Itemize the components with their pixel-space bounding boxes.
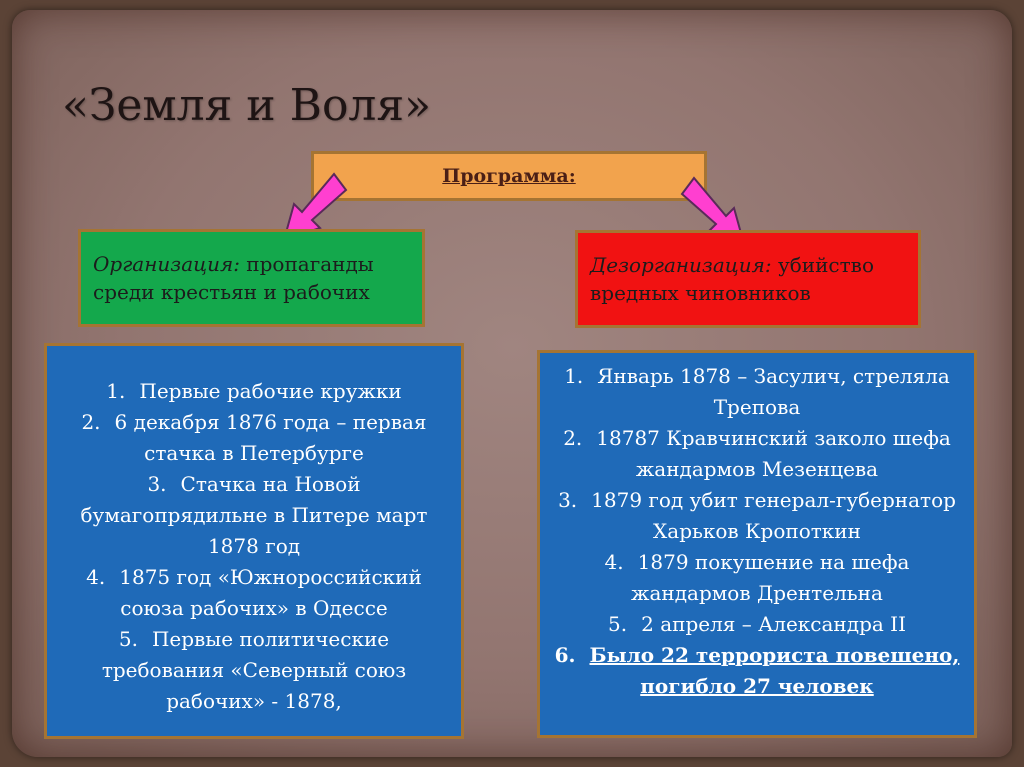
list-item [548, 361, 966, 423]
terror-events-list [537, 350, 977, 738]
propaganda-events-list [44, 343, 464, 739]
list-item [57, 624, 451, 717]
item-number: 6. [554, 643, 576, 667]
list-item [57, 376, 451, 407]
organization-box [78, 229, 425, 327]
list-item [548, 423, 966, 485]
program-box [311, 151, 707, 201]
program-label: Программа: [442, 165, 576, 187]
item-number: 1. [564, 364, 584, 388]
item-text: 2 апреля – Александра II [641, 612, 906, 636]
item-text: 1879 покушение на шефа жандармов Дрентельна [631, 550, 910, 605]
list-item [548, 547, 966, 609]
list-item [548, 485, 966, 547]
list-item [57, 469, 451, 562]
disorganization-box [575, 230, 921, 328]
slide-title: «Земля и Воля» [62, 80, 432, 131]
item-text: 1875 год «Южнороссийский союза рабочих» в Одессе [119, 565, 422, 620]
list-item [57, 407, 451, 469]
item-text: 18787 Кравчинский заколо шефа жандармов Мезенцева [596, 426, 951, 481]
item-number: 5. [118, 627, 138, 651]
organization-text: пропаганды среди крестьян и рабочих [93, 252, 374, 304]
item-text: Январь 1878 – Засулич, стреляла Трепова [597, 364, 950, 419]
item-text: Было 22 террориста повешено, погибло 27 человек [589, 643, 960, 698]
list-item [548, 609, 966, 640]
item-number: 4. [604, 550, 624, 574]
item-number: 3. [558, 488, 578, 512]
item-number: 2. [563, 426, 583, 450]
organization-label: Организация: [93, 252, 240, 276]
item-text: Стачка на Новой бумагопрядильне в Питере март 1878 год [80, 472, 428, 558]
item-text: 1879 год убит генерал-губернатор Харьков Кропоткин [591, 488, 956, 543]
item-number: 3. [147, 472, 167, 496]
disorganization-text: убийство вредных чиновников [590, 253, 874, 305]
item-text: Первые рабочие кружки [139, 379, 402, 403]
item-text: 6 декабря 1876 года – первая стачка в Петербурге [114, 410, 427, 465]
disorganization-label: Дезорганизация: [590, 253, 772, 277]
item-number: 5. [608, 612, 628, 636]
list-item [57, 562, 451, 624]
item-number: 2. [81, 410, 101, 434]
item-number: 1. [106, 379, 126, 403]
item-number: 4. [86, 565, 106, 589]
item-text: Первые политические требования «Северный союз рабочих» - 1878, [101, 627, 407, 713]
list-item-highlighted [548, 640, 966, 702]
